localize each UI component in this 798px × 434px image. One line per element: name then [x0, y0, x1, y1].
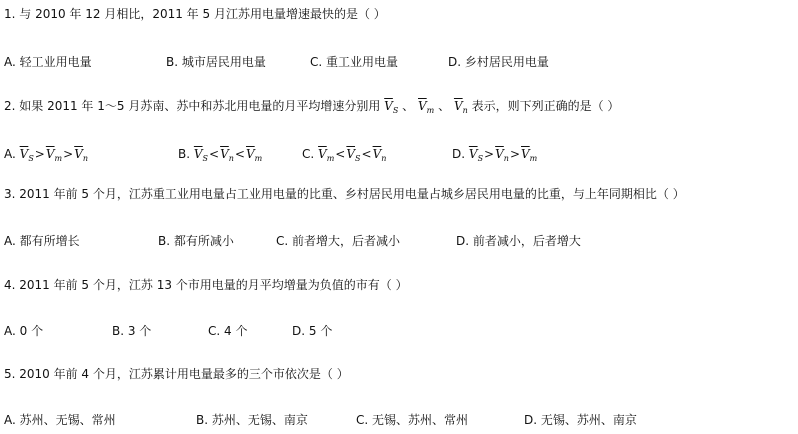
question-3-stem: 3. 2011 年前 5 个月，江苏重工业用电量占工业用电量的比重、乡村居民用电量占城乡居民用电量的比重，与上年同期相比（ ）: [4, 187, 685, 201]
expr-sub: n: [82, 154, 89, 163]
expr-letter: $\overline{V}$: [372, 147, 382, 161]
expr-sub: S: [355, 154, 361, 163]
option-label: A.: [4, 147, 16, 161]
q2-option-d[interactable]: [452, 146, 537, 167]
q2-separator: 、: [438, 99, 451, 113]
expr-relation: <: [209, 147, 220, 161]
q2-option-a[interactable]: [4, 146, 88, 167]
q2-stem-after: 表示，则下列正确的是（ ）: [471, 99, 620, 113]
question-5-stem: 5. 2010 年前 4 个月，江苏累计用电量最多的三个市依次是（ ）: [4, 367, 349, 381]
q1-option-d[interactable]: D. 乡村居民用电量: [448, 55, 549, 69]
q3-option-d[interactable]: D. 前者减小，后者增大: [456, 234, 581, 248]
question-4-stem: 4. 2011 年前 5 个月，江苏 13 个市用电量的月平均增量为负值的市有（ ）: [4, 278, 408, 292]
expr-sub: n: [503, 154, 509, 163]
expr-letter: $\overline{V}$: [74, 147, 83, 161]
expr-sub: n: [228, 154, 234, 163]
expr-relation: >: [63, 147, 74, 161]
expr-relation: <: [234, 147, 245, 161]
option-label: C.: [302, 147, 315, 161]
q4-option-d[interactable]: D. 5 个: [292, 324, 333, 338]
expr-sub: m: [254, 154, 263, 163]
q2-option-b[interactable]: [178, 146, 262, 167]
expr-relation: <: [361, 147, 372, 161]
q4-option-a[interactable]: A. 0 个: [4, 324, 44, 338]
q5-option-d[interactable]: D. 无锡、苏州、南京: [524, 413, 637, 427]
expr-relation: >: [509, 147, 520, 161]
q1-option-a[interactable]: A. 轻工业用电量: [4, 55, 92, 69]
expr-sub: n: [381, 154, 387, 163]
expr-letter: $\overline{V}$: [521, 147, 530, 161]
q4-option-c[interactable]: C. 4 个: [208, 324, 248, 338]
option-label: B.: [178, 147, 191, 161]
expr-relation: >: [34, 147, 45, 161]
q2-option-c[interactable]: [302, 146, 386, 167]
q2-stem-before: 2. 如果 2011 年 1～5 月苏南、苏中和苏北用电量的月平均增速分别用: [4, 99, 381, 113]
expr-sub: m: [54, 154, 63, 163]
question-1-stem: 1. 与 2010 年 12 月相比，2011 年 5 月江苏用电量增速最快的是（ ）: [4, 7, 386, 21]
expr-letter: $\overline{V}$: [19, 147, 29, 161]
symbol-v-m: $\overline{V}_m$: [418, 99, 435, 115]
expr-letter: $\overline{V}$: [45, 147, 55, 161]
expr-sub: S: [28, 154, 34, 163]
q5-option-b[interactable]: B. 苏州、无锡、南京: [196, 413, 308, 427]
expr-letter: $\overline{V}$: [495, 147, 504, 161]
q3-option-b[interactable]: B. 都有所减小: [158, 234, 234, 248]
q1-option-b[interactable]: B. 城市居民用电量: [166, 55, 266, 69]
expr-letter: $\overline{V}$: [220, 147, 229, 161]
q3-option-a[interactable]: A. 都有所增长: [4, 234, 80, 248]
question-2-stem: [4, 98, 619, 119]
expr-sub: m: [326, 154, 335, 163]
q5-option-c[interactable]: C. 无锡、苏州、常州: [356, 413, 469, 427]
expr-letter: $\overline{V}$: [468, 147, 478, 161]
expr-letter: $\overline{V}$: [346, 147, 356, 161]
expr-letter: $\overline{V}$: [245, 147, 255, 161]
q3-option-c[interactable]: C. 前者增大，后者减小: [276, 234, 401, 248]
expr-letter: $\overline{V}$: [193, 147, 203, 161]
q5-option-a[interactable]: A. 苏州、无锡、常州: [4, 413, 116, 427]
expr-sub: S: [202, 154, 209, 163]
expr-sub: S: [477, 154, 484, 163]
symbol-v-s: $\overline{V}_S$: [384, 99, 399, 115]
q2-separator: 、: [402, 99, 415, 113]
option-label: D.: [452, 147, 466, 161]
expr-sub: m: [529, 154, 538, 163]
symbol-v-n: $\overline{V}_n$: [453, 99, 468, 115]
expr-letter: $\overline{V}$: [318, 147, 327, 161]
expr-relation: >: [484, 147, 495, 161]
q4-option-b[interactable]: B. 3 个: [112, 324, 152, 338]
q1-option-c[interactable]: C. 重工业用电量: [310, 55, 399, 69]
expr-relation: <: [335, 147, 346, 161]
